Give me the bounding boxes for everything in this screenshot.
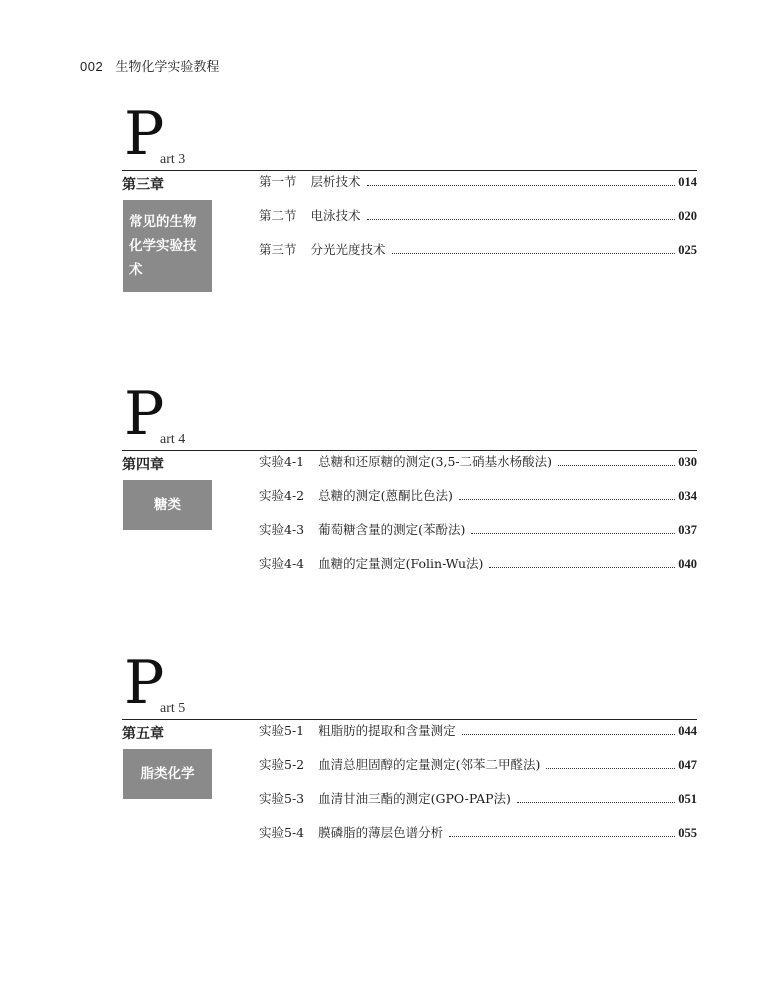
dot-leader <box>517 801 675 803</box>
part-letter: P <box>124 379 165 449</box>
part-letter: P <box>124 648 165 718</box>
dot-leader <box>546 767 675 769</box>
part-3-section <box>122 99 697 278</box>
page-ref: 047 <box>678 758 697 772</box>
entry-title: 血清甘油三酯的测定(GPO-PAP法) <box>318 791 511 806</box>
experiment-number: 实验5-1 <box>259 723 305 738</box>
toc-list <box>259 172 697 274</box>
dot-leader <box>462 733 676 735</box>
page-ref: 055 <box>678 826 697 840</box>
section-number: 第三节 <box>259 242 297 257</box>
toc-entry[interactable] <box>259 721 697 755</box>
part-word: art 5 <box>160 701 186 716</box>
chapter-title: 脂类化学 <box>140 766 195 782</box>
section-number: 第二节 <box>259 208 297 223</box>
dot-leader <box>449 835 675 837</box>
heading-rule <box>122 719 697 720</box>
experiment-number: 实验4-3 <box>259 522 305 537</box>
dot-leader <box>367 184 676 186</box>
dot-leader <box>459 498 675 500</box>
entry-title: 膜磷脂的薄层色谱分析 <box>318 825 444 840</box>
chapter-label: 第三章 <box>122 177 164 193</box>
chapter-title-box <box>123 749 212 799</box>
chapter-title-box <box>123 480 212 530</box>
toc-entry[interactable] <box>259 823 697 857</box>
heading-rule <box>122 450 697 451</box>
dot-leader <box>558 464 675 466</box>
part-5-section <box>122 648 697 840</box>
dot-leader <box>471 532 675 534</box>
experiment-number: 实验5-2 <box>259 757 305 772</box>
dot-leader <box>367 218 676 220</box>
toc-entry[interactable] <box>259 755 697 789</box>
entry-title: 粗脂肪的提取和含量测定 <box>318 723 456 738</box>
section-number: 第一节 <box>259 174 297 189</box>
toc-entry[interactable] <box>259 520 697 554</box>
part-heading <box>122 648 697 727</box>
toc-entry[interactable] <box>259 172 697 206</box>
book-title: 生物化学实验教程 <box>115 60 220 75</box>
page-ref: 051 <box>678 792 697 806</box>
experiment-number: 实验4-2 <box>259 488 305 503</box>
part-heading <box>122 379 697 458</box>
page-ref: 020 <box>678 209 697 223</box>
toc-entry[interactable] <box>259 554 697 588</box>
part-letter: P <box>124 99 165 169</box>
toc-list <box>259 721 697 857</box>
running-header <box>80 56 219 75</box>
page-ref: 025 <box>678 243 697 257</box>
entry-title: 分光光度技术 <box>310 242 386 257</box>
chapter-title: 常见的生物化学实验技术 <box>129 214 197 278</box>
page-ref: 030 <box>678 455 697 469</box>
page-ref: 034 <box>678 489 697 503</box>
entry-title: 层析技术 <box>310 174 361 189</box>
part-word: art 3 <box>160 152 186 167</box>
part-heading <box>122 99 697 178</box>
chapter-label: 第五章 <box>122 726 164 742</box>
toc-entry[interactable] <box>259 486 697 520</box>
page-ref: 014 <box>678 175 697 189</box>
experiment-number: 实验4-1 <box>259 454 305 469</box>
page-ref: 040 <box>678 557 697 571</box>
entry-title: 电泳技术 <box>310 208 361 223</box>
entry-title: 葡萄糖含量的测定(苯酚法) <box>318 522 466 537</box>
toc-entry[interactable] <box>259 452 697 486</box>
entry-title: 血糖的定量测定(Folin-Wu法) <box>318 556 484 571</box>
experiment-number: 实验5-4 <box>259 825 305 840</box>
toc-entry[interactable] <box>259 240 697 274</box>
toc-entry[interactable] <box>259 206 697 240</box>
experiment-number: 实验5-3 <box>259 791 305 806</box>
chapter-label: 第四章 <box>122 457 164 473</box>
page-number: 002 <box>80 59 104 74</box>
page-ref: 044 <box>678 724 697 738</box>
part-word: art 4 <box>160 432 186 447</box>
dot-leader <box>489 566 675 568</box>
entry-title: 总糖的测定(蒽酮比色法) <box>318 488 453 503</box>
part-4-section <box>122 379 697 571</box>
page-ref: 037 <box>678 523 697 537</box>
chapter-title: 糖类 <box>154 497 181 513</box>
dot-leader <box>392 252 676 254</box>
entry-title: 血清总胆固醇的定量测定(邻苯二甲醛法) <box>318 757 541 772</box>
chapter-title-box <box>123 200 212 292</box>
entry-title: 总糖和还原糖的测定(3,5-二硝基水杨酸法) <box>318 454 552 469</box>
experiment-number: 实验4-4 <box>259 556 305 571</box>
heading-rule <box>122 170 697 171</box>
toc-list <box>259 452 697 588</box>
toc-entry[interactable] <box>259 789 697 823</box>
